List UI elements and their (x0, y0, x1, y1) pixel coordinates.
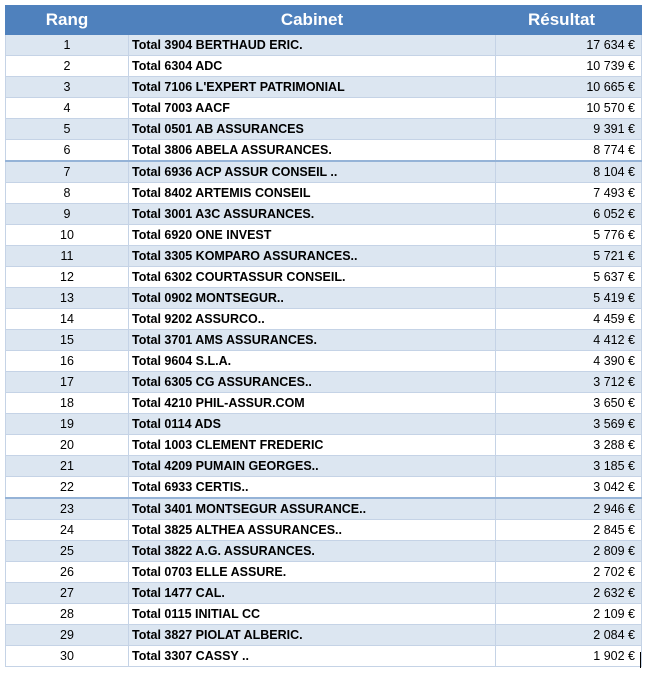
table-row[interactable] (6, 604, 642, 625)
text-cursor (640, 652, 641, 668)
column-header-rang[interactable]: Rang (6, 5, 129, 35)
rank-cell[interactable]: 21 (6, 456, 129, 477)
cabinet-cell[interactable]: Total 6304 ADC (129, 56, 496, 77)
result-cell[interactable]: 7 493 € (496, 183, 642, 204)
result-cell[interactable]: 2 845 € (496, 520, 642, 541)
table-row[interactable] (6, 35, 642, 56)
cabinet-cell[interactable]: Total 3701 AMS ASSURANCES. (129, 330, 496, 351)
result-cell[interactable]: 2 084 € (496, 625, 642, 646)
rank-cell[interactable]: 11 (6, 246, 129, 267)
result-cell[interactable]: 2 702 € (496, 562, 642, 583)
result-cell[interactable]: 10 665 € (496, 77, 642, 98)
cabinet-cell[interactable]: Total 8402 ARTEMIS CONSEIL (129, 183, 496, 204)
rank-cell[interactable]: 3 (6, 77, 129, 98)
cabinet-cell[interactable]: Total 0115 INITIAL CC (129, 604, 496, 625)
cabinet-cell[interactable]: Total 6920 ONE INVEST (129, 225, 496, 246)
rank-cell[interactable]: 9 (6, 204, 129, 225)
table-body (6, 35, 642, 667)
cabinet-cell[interactable]: Total 7003 AACF (129, 98, 496, 119)
rank-cell[interactable]: 25 (6, 541, 129, 562)
table-row[interactable] (6, 56, 642, 77)
result-cell[interactable]: 3 650 € (496, 393, 642, 414)
result-cell[interactable]: 2 946 € (496, 498, 642, 520)
rank-cell[interactable]: 24 (6, 520, 129, 541)
rank-cell[interactable]: 6 (6, 140, 129, 162)
cabinet-cell[interactable]: Total 3827 PIOLAT ALBERIC. (129, 625, 496, 646)
result-cell[interactable]: 3 569 € (496, 414, 642, 435)
rank-cell[interactable]: 22 (6, 477, 129, 499)
result-cell[interactable]: 4 390 € (496, 351, 642, 372)
rank-cell[interactable]: 30 (6, 646, 129, 667)
rank-cell[interactable]: 12 (6, 267, 129, 288)
rank-cell[interactable]: 27 (6, 583, 129, 604)
result-cell[interactable]: 8 104 € (496, 161, 642, 183)
rank-cell[interactable]: 19 (6, 414, 129, 435)
cabinet-cell[interactable]: Total 3307 CASSY .. (129, 646, 496, 667)
result-cell[interactable]: 4 412 € (496, 330, 642, 351)
cabinet-cell[interactable]: Total 3806 ABELA ASSURANCES. (129, 140, 496, 162)
rank-cell[interactable]: 20 (6, 435, 129, 456)
rank-cell[interactable]: 10 (6, 225, 129, 246)
result-cell[interactable]: 1 902 € (496, 646, 642, 667)
table-row[interactable] (6, 646, 642, 667)
result-cell[interactable]: 8 774 € (496, 140, 642, 162)
table-row[interactable] (6, 98, 642, 119)
table-row[interactable] (6, 246, 642, 267)
cabinet-cell[interactable]: Total 9202 ASSURCO.. (129, 309, 496, 330)
table-row[interactable] (6, 583, 642, 604)
table-row[interactable] (6, 309, 642, 330)
table-row[interactable] (6, 435, 642, 456)
table-row[interactable] (6, 498, 642, 520)
cabinet-cell[interactable]: Total 0114 ADS (129, 414, 496, 435)
ranking-table (5, 5, 642, 667)
table-row[interactable] (6, 183, 642, 204)
cabinet-cell[interactable]: Total 6936 ACP ASSUR CONSEIL .. (129, 161, 496, 183)
rank-cell[interactable]: 13 (6, 288, 129, 309)
result-cell[interactable]: 10 739 € (496, 56, 642, 77)
rank-cell[interactable]: 1 (6, 35, 129, 56)
result-cell[interactable]: 5 721 € (496, 246, 642, 267)
cabinet-cell[interactable]: Total 4209 PUMAIN GEORGES.. (129, 456, 496, 477)
table-row[interactable] (6, 119, 642, 140)
rank-cell[interactable]: 26 (6, 562, 129, 583)
table-row[interactable] (6, 456, 642, 477)
table-row[interactable] (6, 372, 642, 393)
table-row[interactable] (6, 140, 642, 162)
cabinet-cell[interactable]: Total 4210 PHIL-ASSUR.COM (129, 393, 496, 414)
table-row[interactable] (6, 351, 642, 372)
rank-cell[interactable]: 8 (6, 183, 129, 204)
table-header (6, 5, 642, 35)
cabinet-cell[interactable]: Total 7106 L'EXPERT PATRIMONIAL (129, 77, 496, 98)
header-row (6, 5, 642, 35)
result-cell[interactable]: 2 632 € (496, 583, 642, 604)
ranking-table-container (5, 5, 641, 667)
table-row[interactable] (6, 393, 642, 414)
result-cell[interactable]: 3 042 € (496, 477, 642, 499)
table-row[interactable] (6, 477, 642, 499)
cabinet-cell[interactable]: Total 6305 CG ASSURANCES.. (129, 372, 496, 393)
rank-cell[interactable]: 28 (6, 604, 129, 625)
rank-cell[interactable]: 14 (6, 309, 129, 330)
rank-cell[interactable]: 7 (6, 161, 129, 183)
table-row[interactable] (6, 625, 642, 646)
cabinet-cell[interactable]: Total 3825 ALTHEA ASSURANCES.. (129, 520, 496, 541)
table-row[interactable] (6, 77, 642, 98)
table-row[interactable] (6, 541, 642, 562)
rank-cell[interactable]: 2 (6, 56, 129, 77)
table-row[interactable] (6, 225, 642, 246)
table-row[interactable] (6, 267, 642, 288)
column-header-resultat[interactable]: Résultat (496, 5, 642, 35)
result-cell[interactable]: 6 052 € (496, 204, 642, 225)
cabinet-cell[interactable]: Total 0902 MONTSEGUR.. (129, 288, 496, 309)
rank-cell[interactable]: 23 (6, 498, 129, 520)
cabinet-cell[interactable]: Total 1477 CAL. (129, 583, 496, 604)
result-cell[interactable]: 9 391 € (496, 119, 642, 140)
result-cell[interactable]: 5 419 € (496, 288, 642, 309)
cabinet-cell[interactable]: Total 0501 AB ASSURANCES (129, 119, 496, 140)
table-row[interactable] (6, 161, 642, 183)
cabinet-cell[interactable]: Total 3305 KOMPARO ASSURANCES.. (129, 246, 496, 267)
cabinet-cell[interactable]: Total 3822 A.G. ASSURANCES. (129, 541, 496, 562)
result-cell[interactable]: 3 712 € (496, 372, 642, 393)
result-cell[interactable]: 2 109 € (496, 604, 642, 625)
result-cell[interactable]: 17 634 € (496, 35, 642, 56)
table-row[interactable] (6, 520, 642, 541)
result-cell[interactable]: 3 185 € (496, 456, 642, 477)
rank-cell[interactable]: 16 (6, 351, 129, 372)
result-cell[interactable]: 10 570 € (496, 98, 642, 119)
table-row[interactable] (6, 414, 642, 435)
cabinet-cell[interactable]: Total 3904 BERTHAUD ERIC. (129, 35, 496, 56)
rank-cell[interactable]: 18 (6, 393, 129, 414)
result-cell[interactable]: 2 809 € (496, 541, 642, 562)
cabinet-cell[interactable]: Total 9604 S.L.A. (129, 351, 496, 372)
rank-cell[interactable]: 15 (6, 330, 129, 351)
result-cell[interactable]: 5 776 € (496, 225, 642, 246)
table-row[interactable] (6, 204, 642, 225)
rank-cell[interactable]: 29 (6, 625, 129, 646)
rank-cell[interactable]: 4 (6, 98, 129, 119)
column-header-cabinet[interactable]: Cabinet (129, 5, 496, 35)
cabinet-cell[interactable]: Total 3401 MONTSEGUR ASSURANCE.. (129, 498, 496, 520)
cabinet-cell[interactable]: Total 6933 CERTIS.. (129, 477, 496, 499)
result-cell[interactable]: 4 459 € (496, 309, 642, 330)
cabinet-cell[interactable]: Total 0703 ELLE ASSURE. (129, 562, 496, 583)
rank-cell[interactable]: 17 (6, 372, 129, 393)
cabinet-cell[interactable]: Total 3001 A3C ASSURANCES. (129, 204, 496, 225)
cabinet-cell[interactable]: Total 1003 CLEMENT FREDERIC (129, 435, 496, 456)
table-row[interactable] (6, 288, 642, 309)
table-row[interactable] (6, 562, 642, 583)
rank-cell[interactable]: 5 (6, 119, 129, 140)
result-cell[interactable]: 3 288 € (496, 435, 642, 456)
cabinet-cell[interactable]: Total 6302 COURTASSUR CONSEIL. (129, 267, 496, 288)
result-cell[interactable]: 5 637 € (496, 267, 642, 288)
table-row[interactable] (6, 330, 642, 351)
